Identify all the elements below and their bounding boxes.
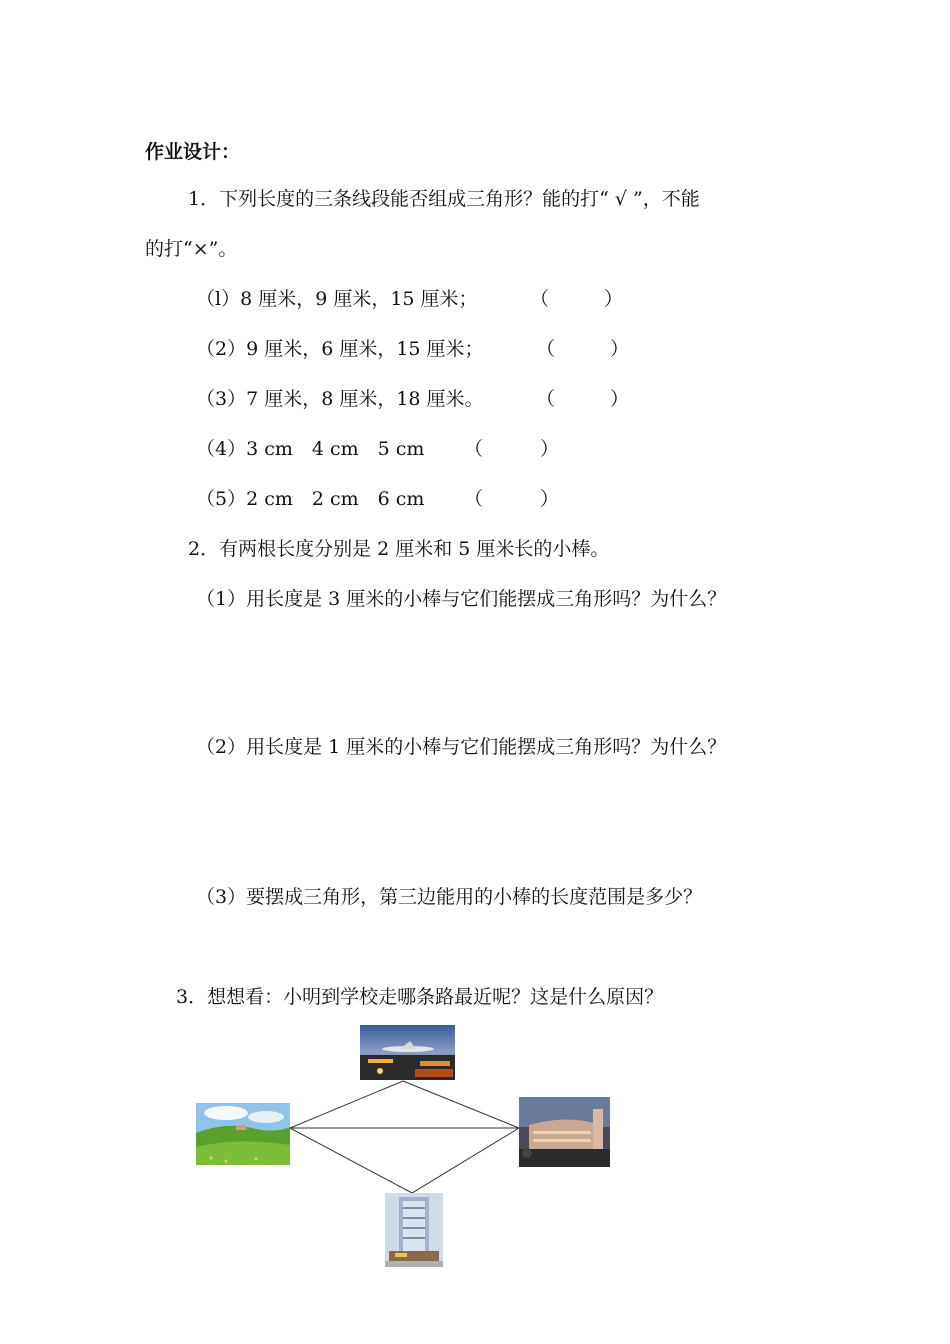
question-3-stem: 3．想想看：小明到学校走哪条路最近呢？这是什么原因？ [176, 986, 664, 1008]
route-rhombus [290, 1081, 519, 1193]
answer-blank-open: （ [464, 438, 484, 460]
answer-blank-close: ） [610, 338, 630, 360]
question-1-item-5: （5）2 cm 2 cm 6 cm [196, 488, 425, 510]
question-1-line-1: 1．下列长度的三条线段能否组成三角形？能的打“ √ ”，不能 [188, 188, 700, 210]
homework-title: 作业设计： [145, 141, 241, 163]
question-2-stem: 2．有两根长度分别是 2 厘米和 5 厘米长的小棒。 [188, 538, 610, 560]
answer-blank-close: ） [540, 438, 560, 460]
question-2-sub-1: （1）用长度是 3 厘米的小棒与它们能摆成三角形吗？为什么？ [196, 588, 727, 610]
answer-blank-open: （ [536, 338, 556, 360]
question-1-item-2: （2）9 厘米，6 厘米，15 厘米； [196, 338, 484, 360]
office-tower-photo [385, 1193, 443, 1267]
question-2-sub-2: （2）用长度是 1 厘米的小棒与它们能摆成三角形吗？为什么？ [196, 736, 727, 758]
grassland-photo [196, 1103, 290, 1165]
question-2-sub-3: （3）要摆成三角形，第三边能用的小棒的长度范围是多少？ [196, 886, 703, 908]
question-1-line-2: 的打“×”。 [145, 238, 238, 260]
answer-blank-close: ） [540, 488, 560, 510]
school-building-photo [519, 1097, 610, 1167]
question-1-item-1: （l）8 厘米，9 厘米，15 厘米； [196, 288, 478, 310]
answer-blank-open: （ [530, 288, 550, 310]
answer-blank-close: ） [610, 388, 630, 410]
question-1-item-4: （4）3 cm 4 cm 5 cm [196, 438, 425, 460]
answer-blank-close: ） [604, 288, 624, 310]
answer-blank-open: （ [464, 488, 484, 510]
answer-blank-open: （ [536, 388, 556, 410]
question-1-item-3: （3）7 厘米，8 厘米，18 厘米。 [196, 388, 484, 410]
airport-photo [360, 1025, 455, 1080]
